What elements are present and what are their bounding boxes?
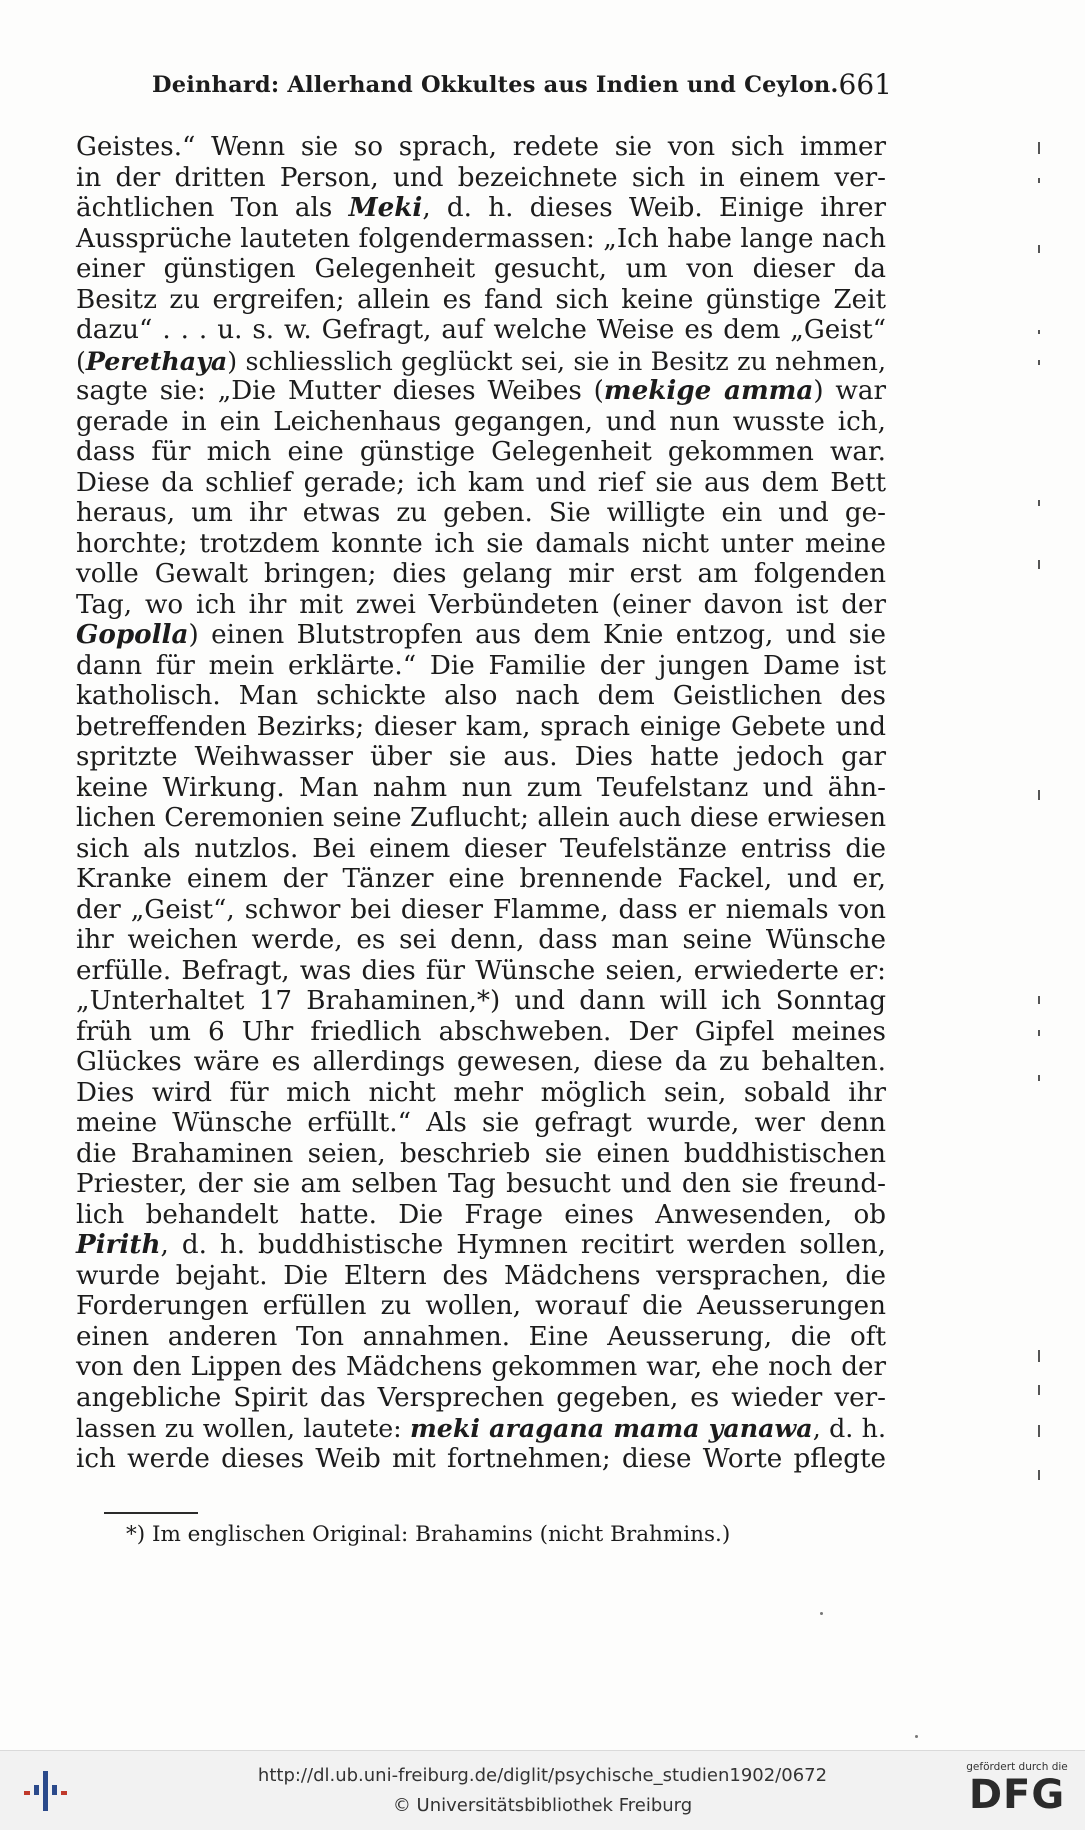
text-run: lich behandelt hatte. Die Frage eines Anwesenden, ob (76, 1199, 886, 1230)
text-run: ) schliesslich geglückt sei, sie in Besitz zu nehmen, (227, 346, 886, 376)
text-run: sich als nutzlos. Bei einem dieser Teufelstänze entriss die (76, 833, 886, 864)
text-run: wurde bejaht. Die Eltern des Mädchens versprachen, die (76, 1260, 886, 1291)
text-line (76, 346, 886, 377)
text-run: ihr weichen werde, es sei denn, dass man seine Wünsche (76, 925, 886, 955)
text-line (76, 1383, 886, 1414)
text-line (76, 681, 886, 712)
italic-term: Gopolla (76, 619, 189, 650)
text-line (76, 254, 886, 285)
footnote-rule (104, 1512, 198, 1514)
page-number: 661 (838, 68, 892, 101)
text-line (76, 1169, 886, 1200)
text-line (76, 620, 886, 651)
text-line (76, 498, 886, 529)
text-line (76, 468, 886, 499)
dfg-funding-badge (961, 1759, 1073, 1825)
viewer-footer (0, 1750, 1085, 1830)
text-line (76, 895, 886, 926)
text-run: katholisch. Man schickte also nach dem Geistlichen des (76, 681, 886, 711)
text-line (76, 132, 886, 163)
text-run: heraus, um ihr etwas zu geben. Sie willigte ein und ge- (76, 498, 886, 528)
text-run: sagte sie: „Die Mutter dieses Weibes ( (76, 376, 604, 406)
text-run: Glückes wäre es allerdings gewesen, diese da zu behalten. (76, 1047, 886, 1077)
italic-term: Pirith (76, 1229, 161, 1260)
body-text (76, 132, 886, 1474)
text-line (76, 1017, 886, 1048)
text-line (76, 834, 886, 865)
text-line (76, 163, 886, 194)
text-run: Aussprüche lauteten folgendermassen: „Ich habe lange nach (76, 223, 886, 254)
text-run: Forderungen erfüllen zu wollen, worauf die Aeusserungen (76, 1291, 886, 1321)
text-run: ) einen Blutstropfen aus dem Knie entzog, und sie (188, 620, 886, 650)
text-run: meine Wünsche erfüllt.“ Als sie gefragt wurde, wer denn (76, 1108, 886, 1138)
text-run: lassen zu wollen, lautete: (76, 1414, 411, 1443)
text-run: früh um 6 Uhr friedlich abschweben. Der Gipfel meines (76, 1016, 886, 1047)
text-run: spritzte Weihwasser über sie aus. Dies hatte jedoch gar (76, 742, 886, 772)
text-line (76, 1352, 886, 1383)
text-run: dass für mich eine günstige Gelegenheit gekommen war. (76, 437, 886, 467)
text-line (76, 956, 886, 987)
running-title: Deinhard: Allerhand Okkultes aus Indien und Ceylon. (152, 72, 839, 98)
text-line (76, 407, 886, 438)
text-run: lichen Ceremonien seine Zuflucht; allein auch diese erwiesen (76, 803, 886, 833)
text-run: Diese da schlief gerade; ich kam und rief sie aus dem Bett (76, 467, 886, 498)
copyright-notice: © Universitätsbibliothek Freiburg (392, 1795, 693, 1816)
text-line (76, 925, 886, 956)
text-run: einen anderen Ton annahmen. Eine Aeusserung, die oft (76, 1321, 886, 1352)
text-line (76, 1322, 886, 1353)
text-run: betreffenden Bezirks; dieser kam, sprach einige Gebete und (76, 711, 886, 742)
text-line (76, 773, 886, 804)
text-run: keine Wirkung. Man nahm nun zum Teufelstanz und ähn- (76, 772, 886, 803)
running-head (152, 68, 892, 108)
text-run: volle Gewalt bringen; dies gelang mir erst am folgenden (76, 559, 886, 589)
text-line (76, 224, 886, 255)
text-run: ächtlichen Ton als (76, 193, 349, 223)
text-line (76, 1444, 886, 1475)
text-run: Kranke einem der Tänzer eine brennende Fackel, und er, (76, 864, 886, 894)
text-run: , d. h. buddhistische Hymnen recitirt werden sollen, (160, 1230, 886, 1260)
text-run: Priester, der sie am selben Tag besucht und den sie freund- (76, 1169, 886, 1199)
text-run: , d. h. (812, 1414, 887, 1443)
italic-term: meki aragana mama yanawa (410, 1413, 813, 1443)
text-line (76, 559, 886, 590)
text-line (76, 437, 886, 468)
text-run: die Brahaminen seien, beschrieb sie einen buddhistischen (76, 1138, 886, 1169)
text-run: angebliche Spirit das Versprechen gegeben, es wieder ver- (76, 1382, 886, 1413)
text-line (76, 376, 886, 407)
text-line (76, 1230, 886, 1261)
text-run: dazu“ . . . u. s. w. Gefragt, auf welche Weise es dem „Geist“ (76, 315, 886, 345)
text-line (76, 1200, 886, 1231)
text-line (76, 803, 886, 834)
text-line (76, 315, 886, 346)
text-run: erfülle. Befragt, was dies für Wünsche seien, erwiederte er: (76, 955, 886, 986)
dfg-caption: gefördert durch die (966, 1761, 1068, 1773)
text-line (76, 864, 886, 895)
text-line (76, 1078, 886, 1109)
text-line (76, 193, 886, 224)
text-run: Tag, wo ich ihr mit zwei Verbündeten (einer davon ist der (76, 589, 886, 620)
text-run: dann für mein erklärte.“ Die Familie der jungen Dame ist (76, 650, 886, 681)
text-run: ich werde dieses Weib mit fortnehmen; diese Worte pflegte (76, 1443, 886, 1474)
text-run: Dies wird für mich nicht mehr möglich sein, sobald ihr (76, 1077, 886, 1108)
text-run: einer günstigen Gelegenheit gesucht, um von dieser da (76, 254, 886, 284)
text-line (76, 285, 886, 316)
text-run: horchte; trotzdem konnte ich sie damals nicht unter meine (76, 528, 886, 559)
text-line (76, 1139, 886, 1170)
text-run: ( (76, 346, 86, 376)
text-line (76, 651, 886, 682)
permalink-link[interactable]: http://dl.ub.uni-freiburg.de/diglit/psychische_studien1902/0672 (257, 1765, 828, 1786)
text-line (76, 986, 886, 1017)
text-run: Geistes.“ Wenn sie so sprach, redete sie von sich immer (76, 132, 886, 162)
italic-term: Meki (348, 192, 423, 223)
italic-term: mekige amma (603, 375, 814, 406)
dfg-logo-icon: DFG (968, 1772, 1066, 1818)
text-line (76, 712, 886, 743)
text-line (76, 742, 886, 773)
text-run: gerade in ein Leichenhaus gegangen, und nun wusste ich, (76, 406, 886, 437)
italic-term: Perethaya (85, 345, 228, 376)
text-line (76, 590, 886, 621)
text-line (76, 1047, 886, 1078)
text-run: in der dritten Person, und bezeichnete sich in einem ver- (76, 162, 886, 193)
text-line (76, 1291, 886, 1322)
text-run: Besitz zu ergreifen; allein es fand sich keine günstige Zeit (76, 284, 886, 315)
text-line (76, 529, 886, 560)
text-run: der „Geist“, schwor bei dieser Flamme, dass er niemals von (76, 894, 886, 925)
text-line (76, 1413, 886, 1444)
text-line (76, 1108, 886, 1139)
text-run: von den Lippen des Mädchens gekommen war, ehe noch der (76, 1352, 886, 1382)
footnote: *) Im englischen Original: Brahamins (nicht Brahmins.) (126, 1522, 731, 1547)
text-line (76, 1261, 886, 1292)
text-run: ) war (813, 376, 886, 406)
text-run: „Unterhaltet 17 Brahaminen,*) und dann will ich Sonntag (76, 986, 886, 1016)
text-run: , d. h. dieses Weib. Einige ihrer (422, 193, 886, 223)
